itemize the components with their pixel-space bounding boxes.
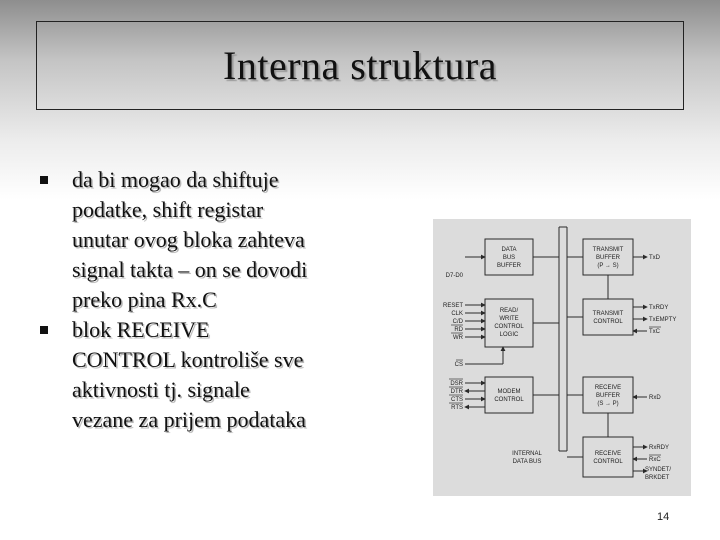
block-transmit-buffer-line: BUFFER (596, 255, 620, 261)
slide-title: Interna struktura (223, 43, 497, 88)
block-modem-control-line: CONTROL (494, 397, 524, 403)
block-data-bus-buffer-line: BUS (502, 255, 516, 261)
block-read-write-line: CONTROL (494, 324, 524, 330)
signal-syndet: BRKDET (645, 475, 670, 481)
bullet-marker (40, 176, 48, 184)
block-receive-buffer-line: BUFFER (596, 393, 620, 399)
signal-dtr: DTR (450, 389, 463, 395)
block-transmit-control-line: CONTROL (593, 319, 623, 325)
block-modem-control-line: MODEM (497, 389, 521, 395)
signal-rxd: RxD (649, 395, 661, 401)
block-data-bus-buffer-line: DATA (501, 247, 517, 253)
signal-txc: TxC (649, 329, 660, 335)
bullet-item-2 (40, 315, 360, 435)
internal-bus-label: DATA BUS (512, 459, 542, 465)
block-receive-control-line: RECEIVE (594, 451, 622, 457)
signal-rts: RTS (451, 405, 463, 411)
signal-rxc: RxC (649, 457, 661, 463)
block-transmit-buffer-line: (P → S) (597, 263, 619, 269)
title-box (36, 21, 684, 110)
bullet-line: podatke, shift registar (72, 197, 264, 222)
bullet-line: aktivnosti tj. signale (72, 377, 250, 402)
signal-cts: CTS (451, 397, 463, 403)
signal-txempty: TxEMPTY (649, 317, 677, 323)
signal-syndet: SYNDET/ (645, 467, 672, 473)
signal-reset: RESET (442, 303, 463, 309)
signal-d7-d0: D7-D0 (445, 273, 463, 279)
signal-cs: CS (454, 362, 463, 368)
signal-cd: C/D (452, 319, 463, 325)
block-transmit-buffer-line: TRANSMIT (592, 247, 624, 253)
signal-rxrdy: RxRDY (649, 445, 670, 451)
block-transmit-control-line: TRANSMIT (592, 311, 624, 317)
signal-clk: CLK (451, 311, 463, 317)
bullet-list (40, 165, 360, 435)
bullet-line: blok RECEIVE (72, 317, 210, 342)
block-receive-control-line: CONTROL (593, 459, 623, 465)
bullet-line: da bi mogao da shiftuje (72, 167, 279, 192)
block-read-write-line: READ/ (499, 308, 519, 314)
bullet-line: signal takta – on se dovodi (72, 257, 308, 282)
block-receive-buffer-line: (S → P) (597, 401, 619, 407)
internal-bus-label: INTERNAL (512, 451, 542, 457)
bullet-line: vezane za prijem podataka (72, 407, 306, 432)
block-receive-buffer-line: RECEIVE (594, 385, 622, 391)
usart-block-diagram (433, 219, 691, 496)
bullet-item-1 (40, 165, 360, 315)
bullet-marker (40, 326, 48, 334)
block-read-write-line: WRITE (499, 316, 519, 322)
block-data-bus-buffer-line: BUFFER (497, 263, 521, 269)
bullet-line: preko pina Rx.C (72, 287, 217, 312)
signal-wr: WR (453, 335, 463, 341)
bullet-line: unutar ovog bloka zahteva (72, 227, 305, 252)
signal-txd: TxD (649, 255, 660, 261)
signal-dsr: DSR (450, 381, 463, 387)
signal-txrdy: TxRDY (649, 305, 669, 311)
block-read-write-line: LOGIC (499, 332, 519, 338)
page-number: 14 (657, 511, 670, 523)
signal-rd: RD (454, 327, 463, 333)
bullet-line: CONTROL kontroliše sve (72, 347, 304, 372)
